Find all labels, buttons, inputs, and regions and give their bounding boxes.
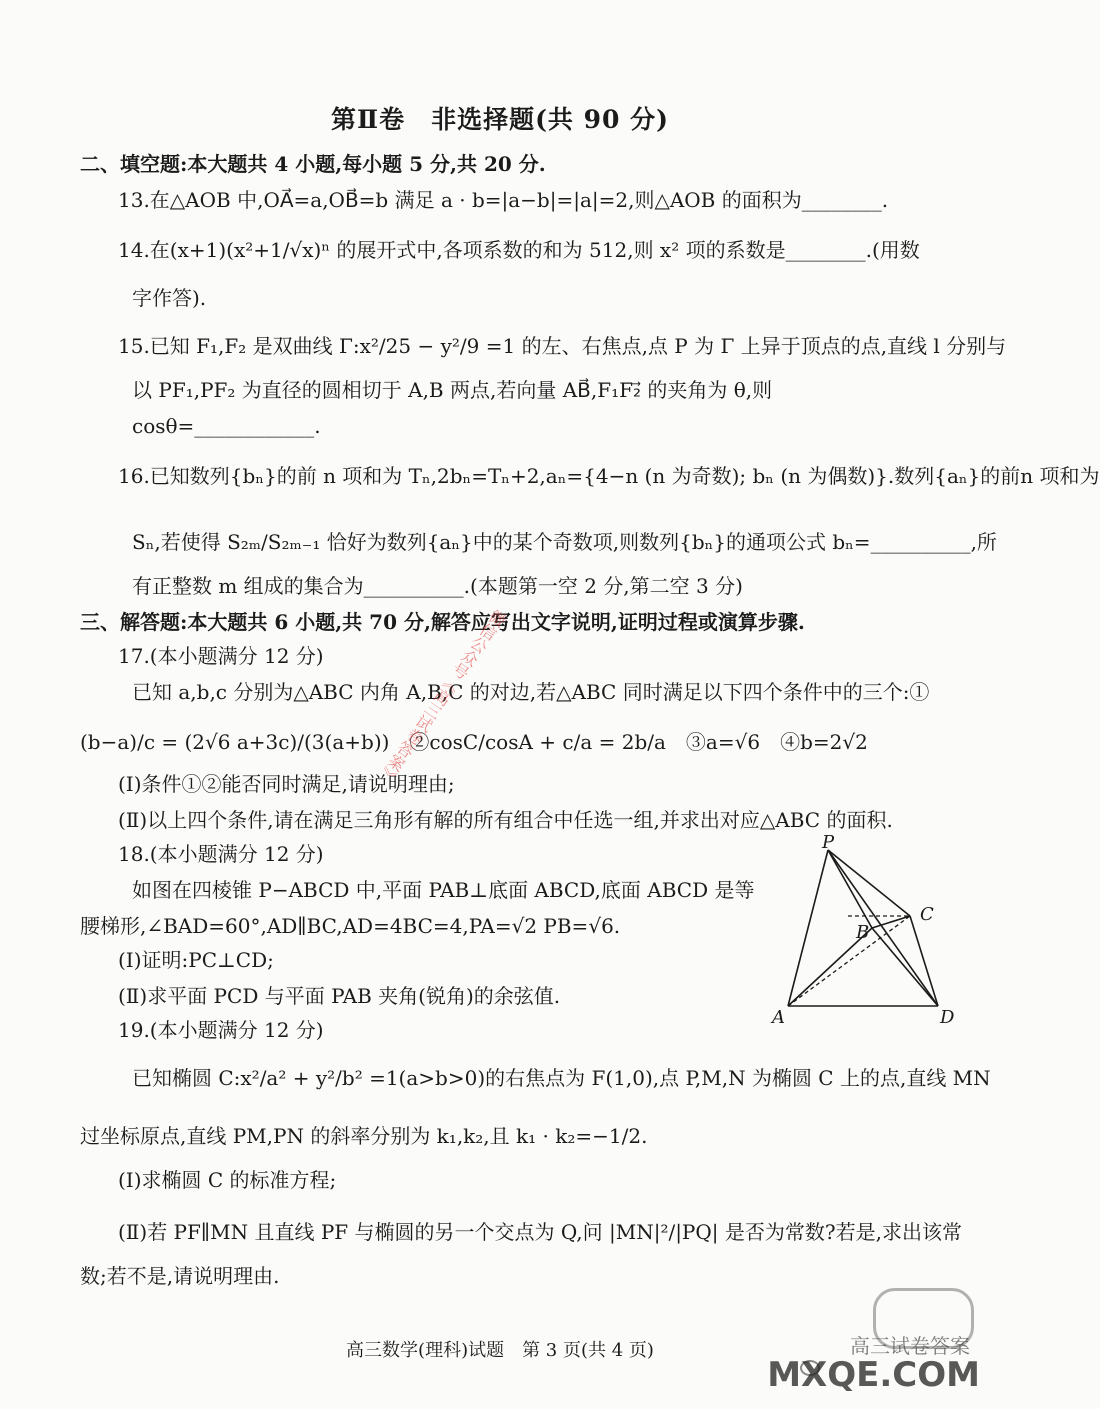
question-16-line-1: 16.已知数列{bₙ}的前 n 项和为 Tₙ,2bₙ=Tₙ+2,aₙ={4−n (n 为奇数); bₙ (n 为偶数)}.数列{aₙ}的前n 项和为 bbox=[118, 464, 1100, 488]
question-18-line-1: 如图在四棱锥 P−ABCD 中,平面 PAB⊥底面 ABCD,底面 ABCD 是等 bbox=[132, 878, 755, 902]
question-15-line-2: 以 PF₁,PF₂ 为直径的圆相切于 A,B 两点,若向量 AB⃗,F₁F₂⃗ 的夹角为 θ,则 bbox=[132, 378, 773, 402]
pyramid-figure bbox=[770, 832, 970, 1038]
question-19-part-1: (Ⅰ)求椭圆 C 的标准方程; bbox=[118, 1168, 337, 1192]
watermark-source: 高三试卷答案 bbox=[850, 1334, 970, 1358]
vertex-label-a: A bbox=[772, 1007, 785, 1028]
section-heading-fill-in: 二、填空题:本大题共 4 小题,每小题 5 分,共 20 分. bbox=[80, 152, 546, 176]
page-footer: 高三数学(理科)试题 第 3 页(共 4 页) bbox=[346, 1340, 654, 1361]
question-14-line-2: 字作答). bbox=[132, 286, 207, 310]
vertex-label-c: C bbox=[920, 904, 934, 925]
question-13: 13.在△AOB 中,OA⃗=a,OB⃗=b 满足 a · b=|a−b|=|a|=2,则△AOB 的面积为________. bbox=[118, 188, 889, 212]
vertex-label-p: P bbox=[822, 832, 835, 853]
vertex-label-b: B bbox=[856, 922, 870, 943]
edge-pd bbox=[828, 850, 938, 1006]
edge-pc bbox=[828, 850, 910, 916]
question-17-line-1: 已知 a,b,c 分别为△ABC 内角 A,B,C 的对边,若△ABC 同时满足以下四个条件中的三个:① bbox=[132, 680, 930, 704]
question-17-part-2: (Ⅱ)以上四个条件,请在满足三角形有解的所有组合中任选一组,并求出对应△ABC 的面积. bbox=[118, 808, 893, 832]
section-title: 第Ⅱ卷 非选择题(共 90 分) bbox=[331, 105, 669, 134]
question-15-line-1: 15.已知 F₁,F₂ 是双曲线 Γ:x²/25 − y²/9 =1 的左、右焦点,点 P 为 Γ 上异于顶点的点,直线 l 分别与 bbox=[118, 334, 1007, 358]
question-18-part-2: (Ⅱ)求平面 PCD 与平面 PAB 夹角(锐角)的余弦值. bbox=[118, 984, 561, 1008]
question-17-conditions: (b−a)/c = (2√6 a+3c)/(3(a+b)) ②cosC/cosA + c/a = 2b/a ③a=√6 ④b=2√2 bbox=[80, 730, 868, 754]
question-17-header: 17.(本小题满分 12 分) bbox=[118, 644, 324, 668]
red-stamp: 微信公众号《高三试卷答案》 bbox=[374, 605, 510, 788]
question-19-part-2-cont: 数;若不是,请说明理由. bbox=[80, 1264, 280, 1288]
question-18-part-1: (Ⅰ)证明:PC⊥CD; bbox=[118, 948, 274, 972]
question-18-header: 18.(本小题满分 12 分) bbox=[118, 842, 324, 866]
section-heading-solutions: 三、解答题:本大题共 6 小题,共 70 分,解答应写出文字说明,证明过程或演算步骤. bbox=[80, 610, 805, 634]
edge-cd bbox=[910, 916, 938, 1006]
watermark-site: MXQE.COM bbox=[767, 1355, 980, 1395]
edge-bc bbox=[872, 916, 910, 928]
hidden-edge-ac bbox=[788, 916, 910, 1006]
question-19-line-1: 已知椭圆 C:x²/a² + y²/b² =1(a>b>0)的右焦点为 F(1,0),点 P,M,N 为椭圆 C 上的点,直线 MN bbox=[132, 1066, 991, 1090]
question-14-line-1: 14.在(x+1)(x²+1/√x)ⁿ 的展开式中,各项系数的和为 512,则 x² 项的系数是________.(用数 bbox=[118, 238, 920, 262]
question-15-line-3: cosθ=____________. bbox=[132, 414, 321, 438]
question-16-line-2: Sₙ,若使得 S₂ₘ/S₂ₘ₋₁ 恰好为数列{aₙ}中的某个奇数项,则数列{bₙ}的通项公式 bₙ=__________,所 bbox=[132, 530, 997, 554]
question-19-header: 19.(本小题满分 12 分) bbox=[118, 1018, 324, 1042]
question-19-line-2: 过坐标原点,直线 PM,PN 的斜率分别为 k₁,k₂,且 k₁ · k₂=−1/2. bbox=[80, 1124, 648, 1148]
question-17-part-1: (Ⅰ)条件①②能否同时满足,请说明理由; bbox=[118, 772, 455, 796]
edge-bd bbox=[872, 928, 938, 1006]
question-18-line-2: 腰梯形,∠BAD=60°,AD∥BC,AD=4BC=4,PA=√2 PB=√6. bbox=[80, 914, 621, 938]
question-16-line-3: 有正整数 m 组成的集合为__________.(本题第一空 2 分,第二空 3 分) bbox=[132, 574, 743, 598]
question-19-part-2: (Ⅱ)若 PF∥MN 且直线 PF 与椭圆的另一个交点为 Q,问 |MN|²/|PQ| 是否为常数?若是,求出该常 bbox=[118, 1220, 962, 1244]
edge-pa bbox=[788, 850, 828, 1006]
vertex-label-d: D bbox=[940, 1007, 955, 1028]
